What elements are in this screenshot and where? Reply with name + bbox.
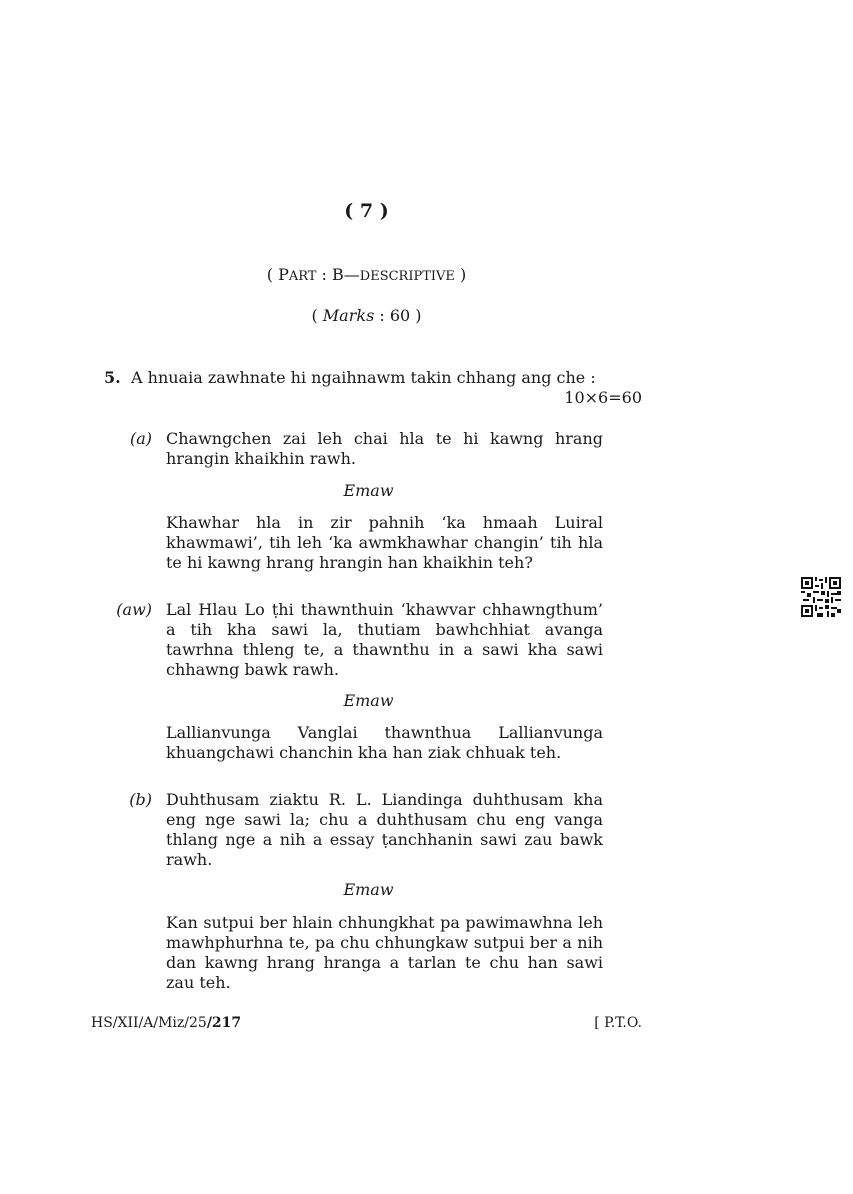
emaw-aw: Emaw xyxy=(343,691,394,710)
question-text: A hnuaia zawhnate hi ngaihnawm takin chhang ang che : xyxy=(131,368,596,387)
part-close: ) xyxy=(454,265,467,284)
part-mid: : B— xyxy=(316,265,360,284)
pto-label: [ P.T.O. xyxy=(594,1015,642,1031)
marks-open: ( xyxy=(311,306,323,325)
part-heading xyxy=(0,265,733,284)
paper-code xyxy=(91,1015,241,1031)
item-text-aw: Lal Hlau Lo ṭhi thawnthuin ‘khawvar chhawngthum’ a tih kha sawi la, thutiam bawhchhiat avanga tawrhna thleng te, a thawnthu in a sawi kha sawi chhawng bawk rawh. xyxy=(166,600,603,679)
item-text-a: Chawngchen zai leh chai hla te hi kawng hrang hrangin khaikhin rawh. xyxy=(166,429,603,468)
part-small-2: DESCRIPTIVE xyxy=(359,269,455,284)
marks-rest: : 60 ) xyxy=(374,306,422,325)
marks-heading xyxy=(0,306,733,325)
item-label-a: (a) xyxy=(129,429,152,448)
paper-code-number: /217 xyxy=(206,1015,242,1031)
emaw-a: Emaw xyxy=(343,481,394,500)
item-label-aw: (aw) xyxy=(116,600,152,619)
question-number: 5. xyxy=(104,368,121,387)
part-open: ( P xyxy=(266,265,289,284)
page-number: ( 7 ) xyxy=(344,200,389,222)
item-label-b: (b) xyxy=(129,790,152,809)
part-small-1: ART xyxy=(288,269,317,284)
paper-code-prefix: HS/XII/A/Miz/25 xyxy=(91,1015,207,1031)
item-alt-a: Khawhar hla in zir pahnih ‘ka hmaah Luiral khawmawi’, tih leh ‘ka awmkhawhar changin’ tih hla te hi kawng hrang hrangin han khaikhin teh? xyxy=(166,513,603,572)
item-alt-b: Kan sutpui ber hlain chhungkhat pa pawimawhna leh mawhphurhna te, pa chu chhungkaw sutpui ber a nih dan kawng hrang hranga a tarlan te chu han sawi zau teh. xyxy=(166,913,603,992)
marks-word: Marks xyxy=(322,306,375,325)
emaw-b: Emaw xyxy=(343,880,394,899)
item-alt-aw: Lallianvunga Vanglai thawnthua Lallianvunga khuangchawi chanchin kha han ziak chhuak teh. xyxy=(166,723,603,762)
question-marks: 10×6=60 xyxy=(564,388,642,407)
item-text-b: Duhthusam ziaktu R. L. Liandinga duhthusam kha eng nge sawi la; chu a duhthusam chu eng vanga thlang nge a nih a essay ṭanchhanin sawi zau bawk rawh. xyxy=(166,790,603,869)
qr-code-icon xyxy=(801,577,841,617)
